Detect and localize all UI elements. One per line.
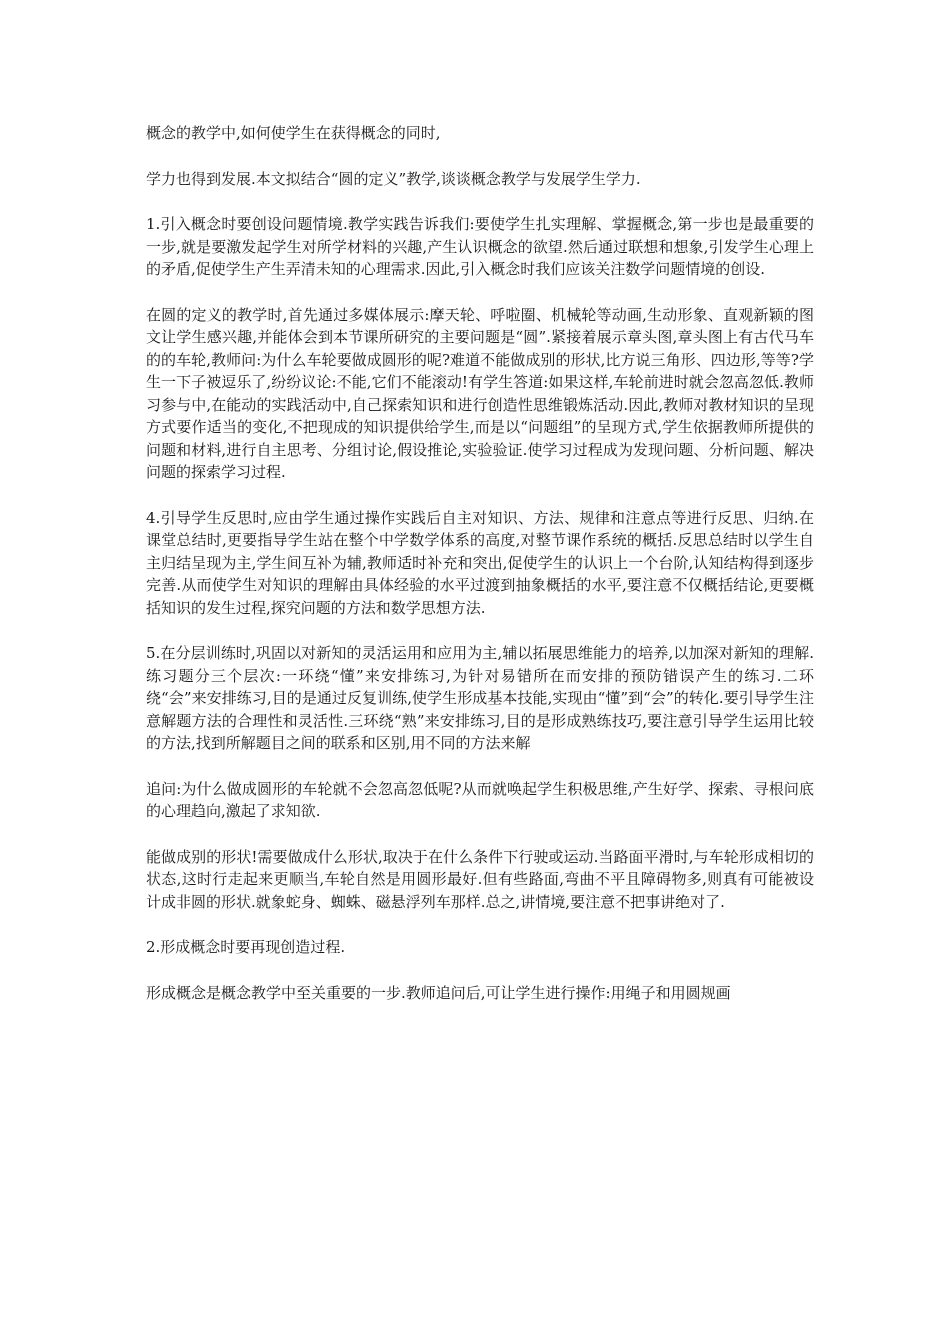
paragraph-section-5: 5.在分层训练时,巩固以对新知的灵活运用和应用为主,辅以拓展思维能力的培养,以加深对新知的理解.练习题分三个层次:一环绕“懂”来安排练习,为针对易错所在而安排的预防错误产生的练习.二环绕“会”来安排练习,目的是通过反复训练,使学生形成基本技能,实现由“懂”到“会”的转化.要引导学生注意解题方法的合理性和灵活性.三环绕“熟”来安排练习,目的是形成熟练技巧,要注意引导学生运用比较的方法,找到所解题目之间的联系和区别,用不同的方法来解 <box>146 644 814 752</box>
document-page <box>146 122 814 1027</box>
paragraph-follow-up-question: 追问:为什么做成圆形的车轮就不会忽高忽低呢?从而就唤起学生积极思维,产生好学、探索、寻根问底的心理趋向,激起了求知欲. <box>146 779 814 820</box>
paragraph-intro-2: 学力也得到发展.本文拟结合“圆的定义”教学,谈谈概念教学与发展学生学力. <box>146 169 641 188</box>
paragraph-forming-concept: 形成概念是概念教学中至关重要的一步.教师追问后,可让学生进行操作:用绳子和用圆规画 <box>146 983 731 1002</box>
paragraph-section-4: 4.引导学生反思时,应由学生通过操作实践后自主对知识、方法、规律和注意点等进行反思、归纳.在课堂总结时,更要指导学生站在整个中学数学体系的高度,对整节课作系统的概括.反思总结时以学生自主归结呈现为主,学生间互补为辅,教师适时补充和突出,促使学生的认识上一个台阶,认知结构得到逐步完善.从而使学生对知识的理解由具体经验的水平过渡到抽象概括的水平,要注意不仅概括结论,更要概括知识的发生过程,探究问题的方法和数学思想方法. <box>146 508 814 617</box>
paragraph-section-2-heading: 2.形成概念时要再现创造过程. <box>146 938 346 956</box>
paragraph-other-shapes: 能做成别的形状!需要做成什么形状,取决于在什么条件下行驶或运动.当路面平滑时,与车轮形成相切的状态,这时行走起来更顺当,车轮自然是用圆形最好.但有些路面,弯曲不平且障碍物多,则真有可能被设计成非圆的形状.就象蛇身、蜘蛛、磁悬浮列车那样.总之,讲情境,要注意不把事讲绝对了. <box>146 847 814 911</box>
paragraph-intro-1: 概念的教学中,如何使学生在获得概念的同时, <box>146 124 441 142</box>
paragraph-circle-definition: 在圆的定义的教学时,首先通过多媒体展示:摩天轮、呼啦圈、机械轮等动画,生动形象、直观新颖的图文让学生感兴趣,并能体会到本节课所研究的主要问题是“圆”.紧接着展示章头图,章头图上有古代马车的的车轮,教师问:为什么车轮要做成圆形的呢?难道不能做成别的形状,比方说三角形、四边形,等等?学生一下子被逗乐了,纷纷议论:不能,它们不能滚动!有学生答道:如果这样,车轮前进时就会忽高忽低.教师习参与中,在能动的实践活动中,自己探索知识和进行创造性思维锻炼活动.因此,教师对教材知识的呈现方式要作适当的变化,不把现成的知识提供给学生,而是以“问题组”的呈现方式,学生依据教师所提供的问题和材料,进行自主思考、分组讨论,假设推论,实验验证.使学习过程成为发现问题、分析问题、解决问题的探索学习过程. <box>146 305 814 481</box>
paragraph-section-1: 1.引入概念时要创设问题情境.教学实践告诉我们:要使学生扎实理解、掌握概念,第一步也是最重要的一步,就是要激发起学生对所学材料的兴趣,产生认识概念的欲望.然后通过联想和想象,引发学生心理上的矛盾,促使学生产生弄清未知的心理需求.因此,引入概念时我们应该关注数学问题情境的创设. <box>146 215 814 278</box>
